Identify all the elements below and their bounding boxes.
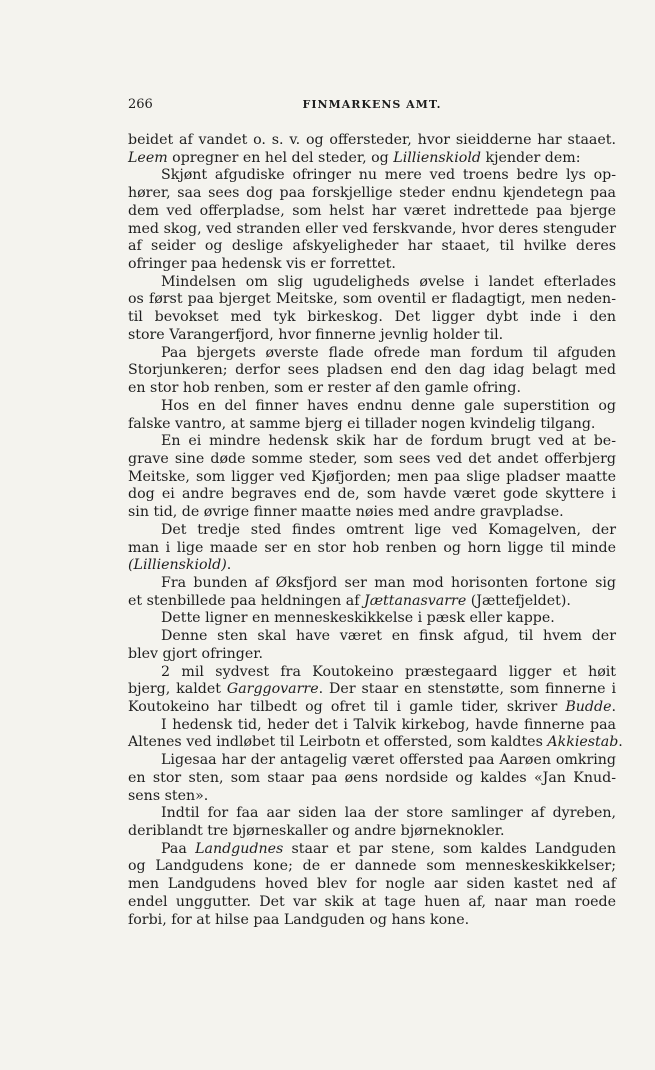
text-run: og Landgudens kone; de er dannede som menneskeskikkelser; [128, 858, 616, 875]
italic-name: Landgudnes [195, 840, 284, 857]
text-line [128, 486, 616, 504]
text-run: til bevokset med tyk birkeskog. Det ligger dybt inde i den [128, 309, 616, 326]
text-run: kjender dem: [480, 149, 581, 166]
italic-name: Leem [128, 149, 168, 166]
text-line [128, 150, 616, 168]
text-run: sens sten». [128, 787, 209, 804]
text-run: Ligesaa har der antagelig været offersted paa Aarøen omkring [161, 752, 616, 769]
text-run: 2 mil sydvest fra Koutokeino præstegaard ligger et høit [161, 663, 616, 680]
text-line [128, 823, 616, 841]
text-run: dog ei andre begraves end de, som havde været gode skyttere i [128, 486, 616, 503]
text-line [128, 433, 616, 451]
text-run: Fra bunden af Øksfjord ser man mod horisonten fortone sig [161, 574, 616, 591]
text-run: grave sine døde somme steder, som sees ved det andet offerbjerg [128, 450, 616, 467]
text-run: falske vantro, at samme bjerg ei tillader nogen kvindelig tilgang. [128, 415, 596, 432]
text-line [128, 167, 616, 185]
text-run: . [611, 699, 616, 715]
text-line [128, 858, 616, 876]
text-run: hører, saa sees dog paa forskjellige steder endnu kjendetegn paa [128, 185, 616, 202]
text-run: Storjunkeren; derfor sees pladsen end den dag idag belagt med [128, 362, 616, 379]
text-run: Paa bjergets øverste flade ofrede man fordum til afguden [161, 344, 616, 361]
text-line [128, 805, 616, 823]
text-line [128, 770, 616, 788]
text-run: ofringer paa hedensk vis er forrettet. [128, 256, 396, 273]
text-line [128, 380, 616, 398]
italic-name: Budde [565, 699, 612, 715]
text-run: . Der staar en stenstøtte, som finnerne i [318, 681, 616, 698]
text-line [128, 203, 616, 221]
text-run: endel unggutter. Det var skik at tage huen af, naar man roede [128, 893, 616, 910]
text-run: Skjønt afgudiske ofringer nu mere ved troens bedre lys op- [161, 167, 616, 184]
text-run: (Jættefjeldet). [466, 592, 571, 609]
text-run: forbi, for at hilse paa Landguden og hans kone. [128, 911, 470, 928]
text-line [128, 291, 616, 309]
text-line [128, 221, 616, 239]
text-run: Koutokeino har tilbedt og ofret til i gamle tider, skriver [128, 699, 566, 715]
text-line [128, 238, 616, 256]
text-run: man i lige maade ser en stor hob renben og horn ligge til minde [128, 539, 616, 556]
text-run: deriblandt tre bjørneskaller og andre bjørneknokler. [128, 823, 505, 840]
text-line [128, 274, 616, 292]
text-run: I hedensk tid, heder det i Talvik kirkebog, havde finnerne paa [161, 716, 616, 733]
text-run: opregner en hel del steder, og [167, 149, 394, 166]
text-line [128, 309, 616, 327]
text-line [128, 504, 616, 522]
text-line [128, 593, 616, 611]
text-line [128, 681, 616, 699]
text-line [128, 717, 616, 735]
text-line [128, 699, 616, 717]
text-line [128, 362, 616, 380]
text-line [128, 876, 616, 894]
text-line [128, 628, 616, 646]
italic-name: Jættanasvarre [364, 592, 467, 609]
text-line [128, 327, 616, 345]
text-run: en stor sten, som staar paa øens nordside og kaldes «Jan Knud- [128, 769, 616, 786]
text-run: Det tredje sted findes omtrent lige ved Komagelven, der [161, 521, 616, 538]
text-run: sin tid, de øvrige finner maatte nøies med andre gravpladse. [128, 504, 564, 521]
text-run: Dette ligner en menneskeskikkelse i pæsk eller kappe. [161, 610, 555, 627]
text-line [128, 185, 616, 203]
text-run: Meitske, som ligger ved Kjøfjorden; men paa slige pladser maatte [128, 468, 616, 485]
text-run: men Landgudens hoved blev for nogle aar siden kastet ned af [128, 876, 616, 893]
text-run: En ei mindre hedensk skik har de fordum brugt ved at be- [161, 433, 616, 450]
text-line [128, 469, 616, 487]
text-run: . [618, 734, 623, 751]
text-line [128, 132, 616, 150]
text-run: dem ved offerpladse, som helst har været indrettede paa bjerge [128, 202, 616, 219]
text-run: Indtil for faa aar siden laa der store samlinger af dyreben, [161, 805, 616, 822]
running-head: FINMARKENS AMT. [302, 98, 442, 111]
text-run: Hos en del finner haves endnu denne gale superstition og [161, 397, 616, 414]
text-run: os først paa bjerget Meitske, som oventil er fladagtigt, men neden- [128, 291, 616, 308]
text-run: blev gjort ofringer. [128, 645, 264, 662]
text-line [128, 841, 616, 859]
text-line [128, 557, 616, 575]
text-line [128, 788, 616, 806]
italic-name: Lillienskiold [393, 149, 481, 166]
text-line [128, 522, 616, 540]
text-run: et stenbillede paa heldningen af [128, 592, 365, 609]
text-run: af seider og deslige afskyeligheder har staaet, til hvilke deres [128, 238, 616, 255]
italic-name: (Lillienskiold) [128, 557, 227, 574]
text-line [128, 912, 616, 930]
text-run: Paa [161, 840, 196, 857]
text-line [128, 894, 616, 912]
text-run: beidet af vandet o. s. v. og offersteder, hvor sieidderne har staaet. [128, 132, 616, 148]
body-text [128, 132, 623, 929]
text-line [128, 540, 616, 558]
text-run: med skog, ved stranden eller ved ferskvande, hvor deres stenguder [128, 220, 616, 237]
text-line [128, 398, 616, 416]
text-line [128, 664, 616, 682]
text-run: staar et par stene, som kaldes Landguden [283, 840, 616, 857]
text-run: store Varangerfjord, hvor finnerne jevnlig holder til. [128, 326, 504, 343]
text-line [128, 646, 616, 664]
italic-name: Akkiestab [547, 734, 619, 751]
text-line [128, 345, 616, 363]
text-line [128, 752, 616, 770]
text-line [128, 610, 616, 628]
page-number: 266 [128, 97, 153, 112]
text-run: Mindelsen om slig ugudeligheds øvelse i landet efterlades [161, 273, 616, 290]
text-line [128, 575, 616, 593]
text-run: Altenes ved indløbet til Leirbotn et offersted, som kaldtes [128, 734, 548, 751]
text-run: Denne sten skal have været en finsk afgud, til hvem der [161, 628, 616, 645]
text-line [128, 416, 616, 434]
text-run: en stor hob renben, som er rester af den gamle ofring. [128, 380, 522, 397]
text-line [128, 451, 616, 469]
text-run: bjerg, kaldet [128, 681, 227, 698]
italic-name: Garggovarre [226, 681, 319, 698]
text-line [128, 256, 616, 274]
page-header [128, 97, 616, 115]
text-line [128, 734, 623, 752]
text-run: . [226, 557, 232, 574]
